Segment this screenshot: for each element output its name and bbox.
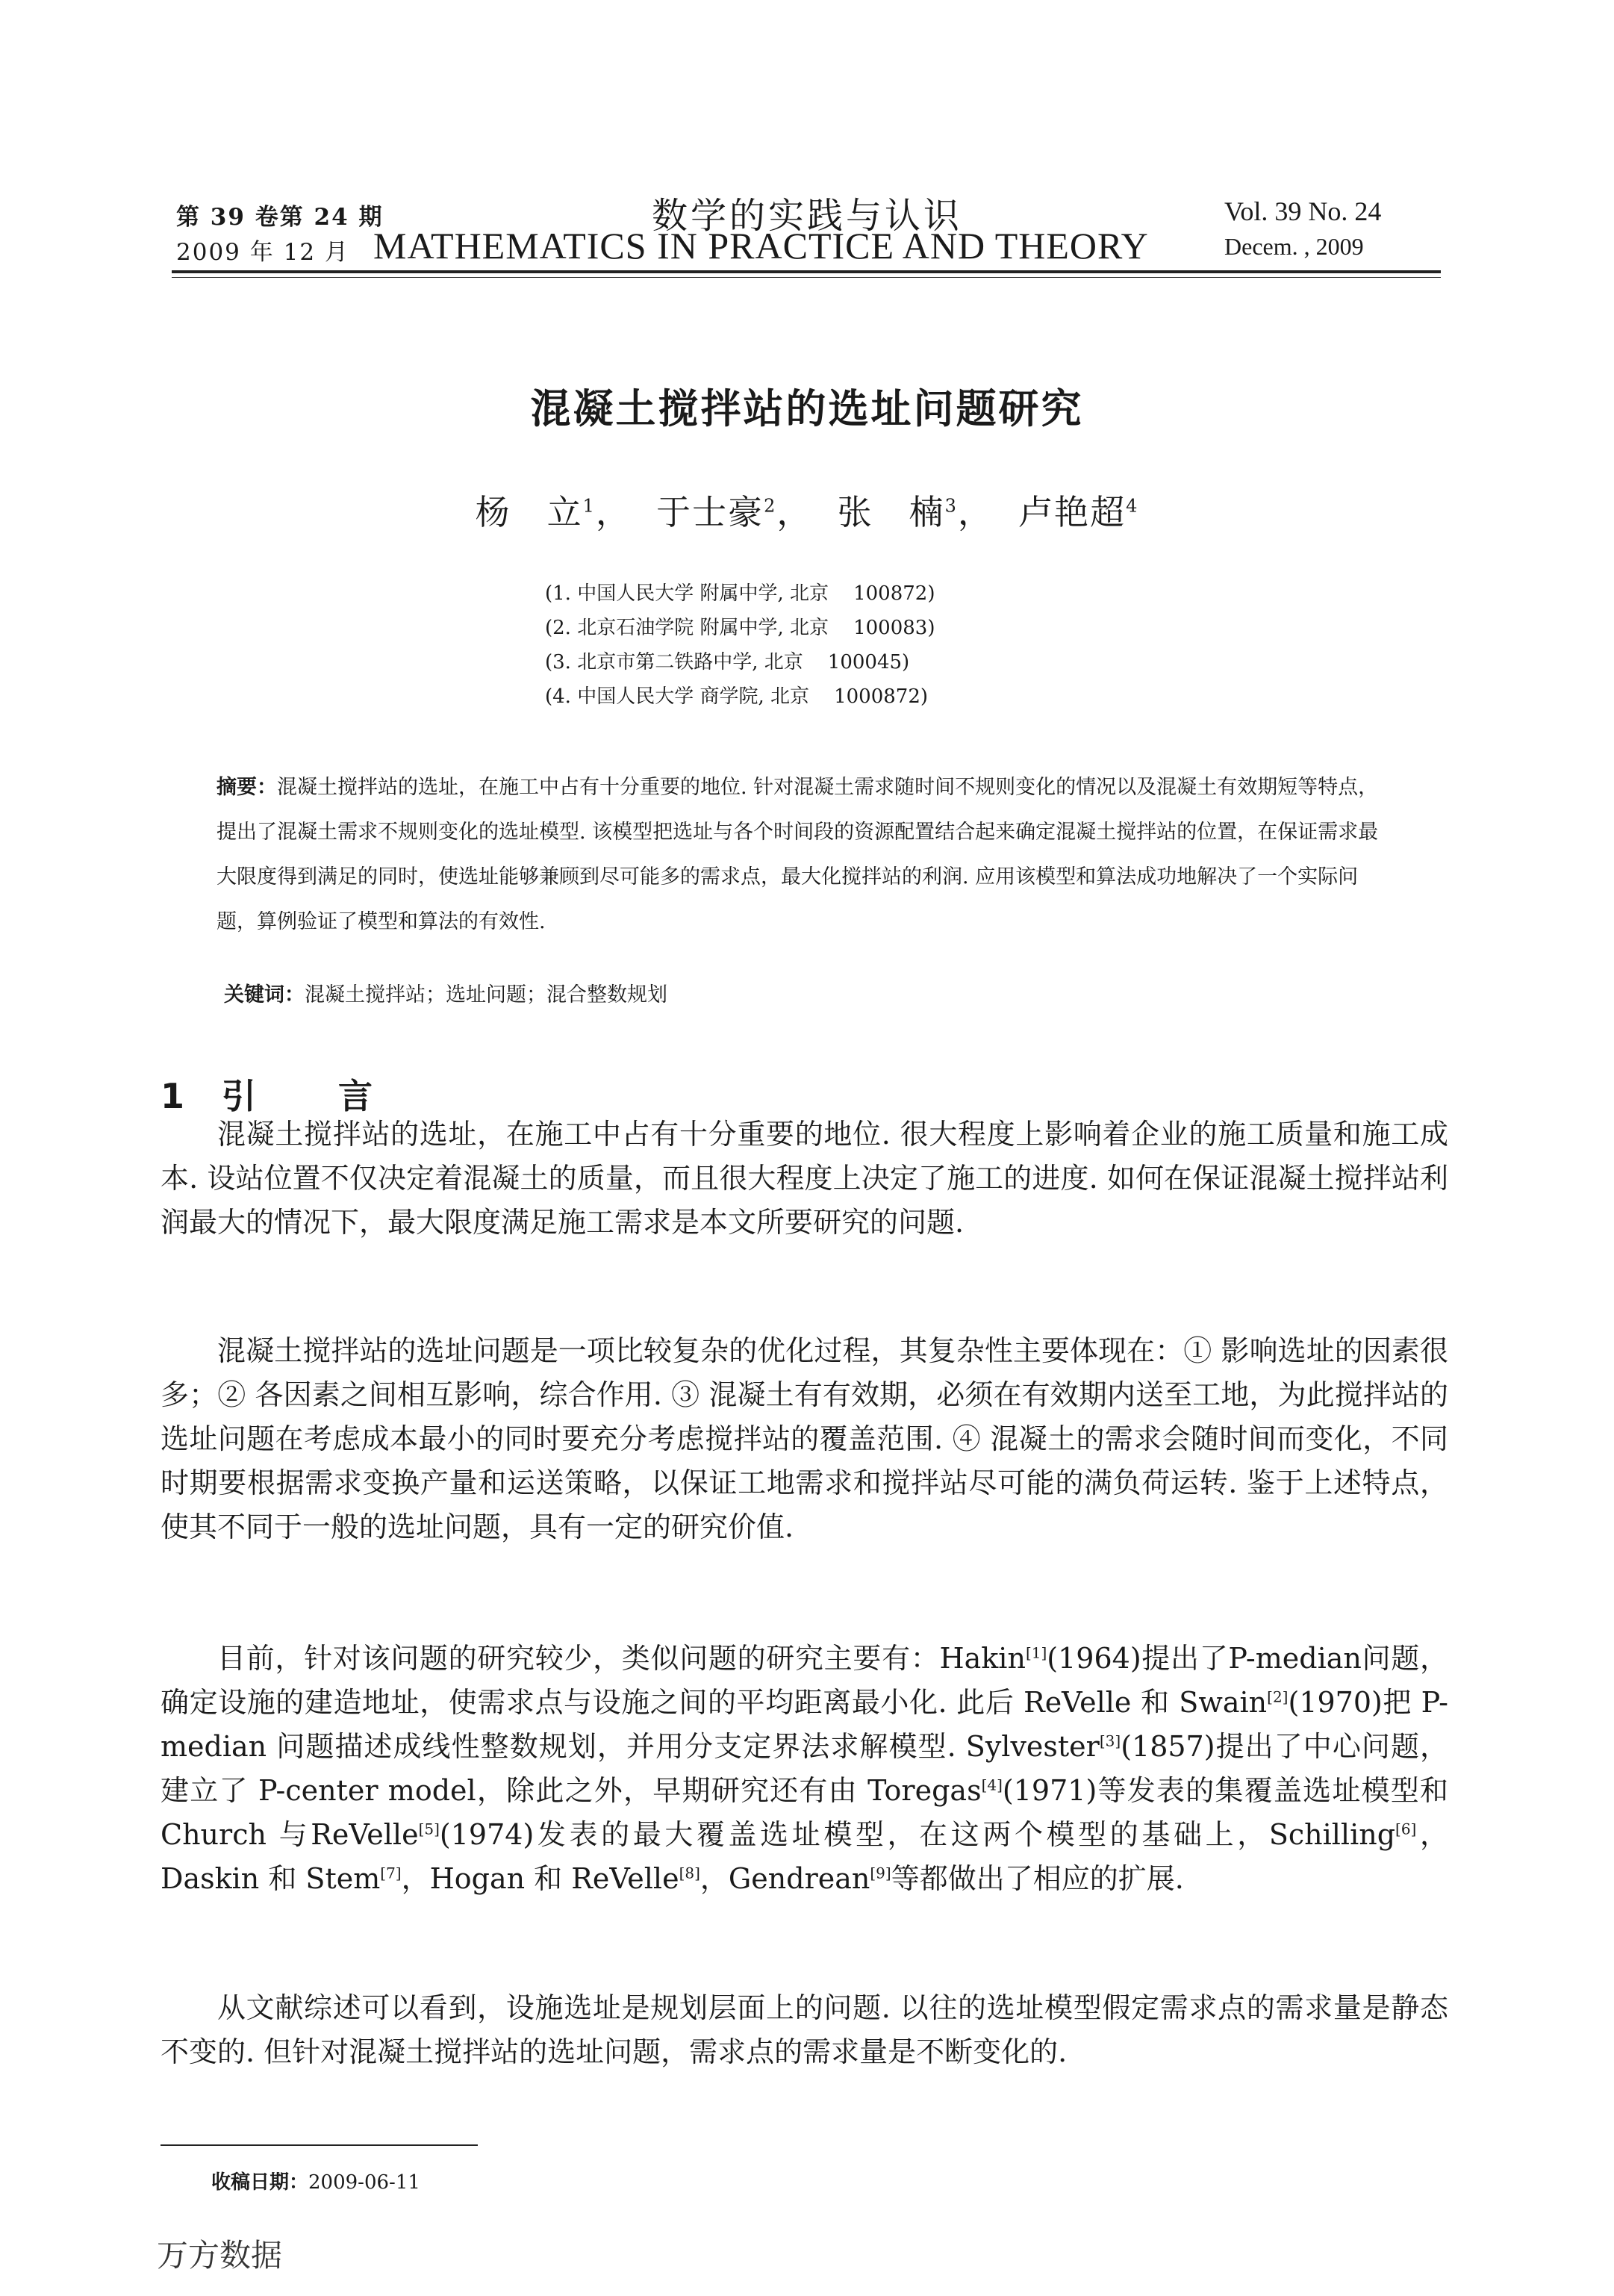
affiliation: (4. 中国人民大学 商学院, 北京 1000872) [545,685,929,708]
watermark: 万方数据 [157,2237,283,2274]
body-paragraph-2 [161,1329,1448,1549]
date-en: Decem. , 2009 [1224,233,1364,260]
section-heading [161,1069,455,1119]
author-name: 张 楠 [837,492,945,532]
body-paragraph-1 [161,1113,1448,1245]
body-paragraph-4 [161,1986,1448,2074]
author-affil-mark: 4 [1126,495,1139,517]
body-paragraph-3 [161,1637,1448,1901]
header-rule-thin [172,277,1441,278]
paragraph-text: 混凝土搅拌站的选址问题是一项比较复杂的优化过程，其复杂性主要体现在：① 影响选址的因素很多；② 各因素之间相互影响，综合作用. ③ 混凝土有有效期，必须在有效期内送至工地，为此搅拌站的选址问题在考虑成本最小的同时要充分考虑搅拌站的覆盖范围. ④ 混凝土的需求会随时间而变化，不同时期要根据需求变换产量和运送策略，以保证工地需求和搅拌站尽可能的满负荷运转. 鉴于上述特点，使其不同于一般的选址问题，具有一定的研究价值. [161,1334,1448,1543]
paper-title: 混凝土搅拌站的选址问题研究 [530,385,1084,432]
citation: [8] [679,1864,700,1882]
citation: [6] [1395,1820,1417,1838]
header-rule [172,270,1441,273]
author-affil-mark: 1 [582,495,596,517]
author-affil-mark: 2 [764,495,777,517]
section-title: 引言 [222,1076,455,1116]
author-list: 杨 立$^1$， 于士豪$^2$， 张 楠$^3$， 卢艳超$^4$ [475,492,1139,532]
author-affil-mark: 3 [944,495,958,517]
author-name: 卢艳超 [1018,492,1127,532]
citation: [3] [1099,1732,1121,1750]
affiliation: (1. 中国人民大学 附属中学, 北京 100872) [545,582,935,605]
abstract [216,765,1396,945]
affiliation-list [545,576,935,714]
paragraph-text: 混凝土搅拌站的选址，在施工中占有十分重要的地位. 很大程度上影响着企业的施工质量和施工成本. 设站位置不仅决定着混凝土的质量，而且很大程度上决定了施工的进度. 如何在保证混凝土搅拌站利润最大的情况下，最大限度满足施工需求是本文所要研究的问题. [161,1118,1448,1239]
paragraph-text: 目前，针对该问题的研究较少，类似问题的研究主要有：Hakin[1](1964)提出了P-median问题，确定设施的建造地址，使需求点与设施之间的平均距离最小化. 此后 ReVelle 和 Swain[2](1970)把 P-median 问题描述成线性整数规划，并用分支定界法求解模型. Sylvester[3](1857)提出了中心问题，建立了 P-center model，除此之外，早期研究还有由 Toregas[4](1971)等发表的集覆盖选址模型和Church 与ReVelle[5](1974)发表的最大覆盖选址模型，在这两个模型的基础上，Schilling[6]，Daskin 和 Stem[7]，Hogan 和 ReVelle[8]，Gendrean[9]等都做出了相应的扩展. [161,1642,1449,1895]
section-number: 1 [161,1076,185,1116]
received-date-value: 2009-06-11 [308,2171,420,2194]
abstract-label: 摘要： [216,776,277,799]
citation: [9] [870,1864,891,1882]
volume-issue-en: Vol. 39 No. 24 [1224,196,1382,226]
paragraph-text: 从文献综述可以看到，设施选址是规划层面上的问题. 以往的选址模型假定需求点的需求量是静态不变的. 但针对混凝土搅拌站的选址问题，需求点的需求量是不断变化的. [161,1991,1448,2068]
journal-title-en: MATHEMATICS IN PRACTICE AND THEORY [373,225,1149,267]
abstract-text: 混凝土搅拌站的选址，在施工中占有十分重要的地位. 针对混凝土需求随时间不规则变化的情况以及混凝土有效期短等特点，提出了混凝土需求不规则变化的选址模型. 该模型把选址与各个时间段的资源配置结合起来确定混凝土搅拌站的位置，在保证需求最大限度得到满足的同时，使选址能够兼顾到尽可能多的需求点，最大化搅拌站的利润. 应用该模型和算法成功地解决了一个实际问题，算例验证了模型和算法的有效性. [216,776,1379,933]
volume-issue-cn: 第 39 卷第 24 期 [176,204,384,231]
citation: [7] [380,1864,402,1882]
received-date [211,2167,420,2194]
received-date-label: 收稿日期： [211,2171,309,2194]
citation: [5] [418,1820,440,1838]
citation: [2] [1267,1687,1289,1706]
footnote-rule [161,2144,478,2146]
citation: [4] [981,1776,1003,1794]
author-name: 杨 立 [475,492,583,532]
author-name: 于士豪 [656,492,764,532]
citation: [1] [1025,1643,1047,1662]
keywords-label: 关键词： [224,983,305,1007]
date-cn: 2009 年 12 月 [176,239,349,266]
keywords-text: 混凝土搅拌站；选址问题；混合整数规划 [305,983,667,1007]
affiliation: (3. 北京市第二铁路中学, 北京 100045) [545,651,910,673]
affiliation: (2. 北京石油学院 附属中学, 北京 100083) [545,617,935,639]
journal-title-cn: 数学的实践与认识 [651,195,962,237]
keywords [224,978,667,1007]
